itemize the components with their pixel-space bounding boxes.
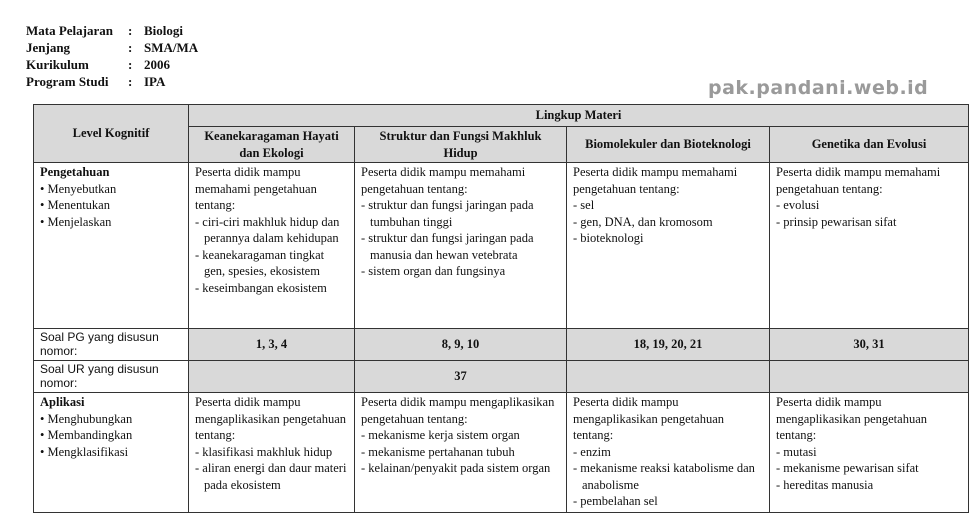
level-kognitif-header: Level Kognitif: [34, 105, 189, 163]
soal-ur-label: Soal UR yang disusun nomor:: [34, 361, 189, 393]
content-cell: Peserta didik mampu memahami pengetahuan tentang: - struktur dan fungsi jaringan pada tumbuhan tinggi - struktur dan fungsi jaringan pada manusia dan hewan vetebrata - sistem organ dan fungsinya: [355, 163, 567, 329]
content-cell: Peserta didik mampu mengaplikasikan pengetahuan tentang: - mekanisme kerja sistem organ - mekanisme pertahanan tubuh - kelainan/penyakit pada sistem organ: [355, 393, 567, 513]
level-cell: Pengetahuan • Menyebutkan • Menentukan • Menjelaskan: [34, 163, 189, 329]
lingkup-materi-header: Lingkup Materi: [189, 105, 969, 127]
meta-row-subject: Mata Pelajaran : Biologi: [26, 23, 184, 38]
soal-pg-value: 30, 31: [770, 329, 969, 361]
content-cell: Peserta didik mampu memahami pengetahuan tentang: - evolusi - prinsip pewarisan sifat: [770, 163, 969, 329]
content-cell: Peserta didik mampu mengaplikasikan pengetahuan tentang: - klasifikasi makhluk hidup - aliran energi dan daur materi pada ekosistem: [189, 393, 355, 513]
soal-pg-row: [34, 329, 969, 361]
kisi-kisi-table: [33, 104, 969, 513]
empty-cell: [770, 361, 969, 393]
column-header-1: Keanekaragaman Hayati dan Ekologi: [189, 127, 355, 163]
soal-pg-value: 1, 3, 4: [189, 329, 355, 361]
empty-cell: [189, 361, 355, 393]
soal-pg-value: 8, 9, 10: [355, 329, 567, 361]
content-cell: Peserta didik mampu mengaplikasikan pengetahuan tentang: - mutasi - mekanisme pewarisan sifat - hereditas manusia: [770, 393, 969, 513]
content-cell: Peserta didik mampu memahami pengetahuan tentang: - sel - gen, DNA, dan kromosom - bioteknologi: [567, 163, 770, 329]
soal-pg-label: Soal PG yang disusun nomor:: [34, 329, 189, 361]
content-cell: Peserta didik mampu mengaplikasikan pengetahuan tentang: - enzim - mekanisme reaksi katabolisme dan anabolisme - pembelahan sel: [567, 393, 770, 513]
empty-cell: [567, 361, 770, 393]
column-header-3: Biomolekuler dan Bioteknologi: [567, 127, 770, 163]
document-meta: [26, 22, 198, 90]
meta-row-program: Program Studi : IPA: [26, 74, 166, 89]
pengetahuan-row: [34, 163, 969, 329]
column-header-2: Struktur dan Fungsi Makhluk Hidup: [355, 127, 567, 163]
soal-ur-row: [34, 361, 969, 393]
meta-row-curriculum: Kurikulum : 2006: [26, 57, 170, 72]
meta-row-level: Jenjang : SMA/MA: [26, 40, 199, 55]
watermark: pak.pandani.web.id: [708, 77, 929, 99]
column-header-4: Genetika dan Evolusi: [770, 127, 969, 163]
aplikasi-row: [34, 393, 969, 513]
soal-pg-value: 18, 19, 20, 21: [567, 329, 770, 361]
level-cell: Aplikasi • Menghubungkan • Membandingkan • Mengklasifikasi: [34, 393, 189, 513]
soal-ur-value: 37: [355, 361, 567, 393]
content-cell: Peserta didik mampu memahami pengetahuan tentang: - ciri-ciri makhluk hidup dan perannya dalam kehidupan - keanekaragaman tingkat gen, spesies, ekosistem - keseimbangan ekosistem: [189, 163, 355, 329]
